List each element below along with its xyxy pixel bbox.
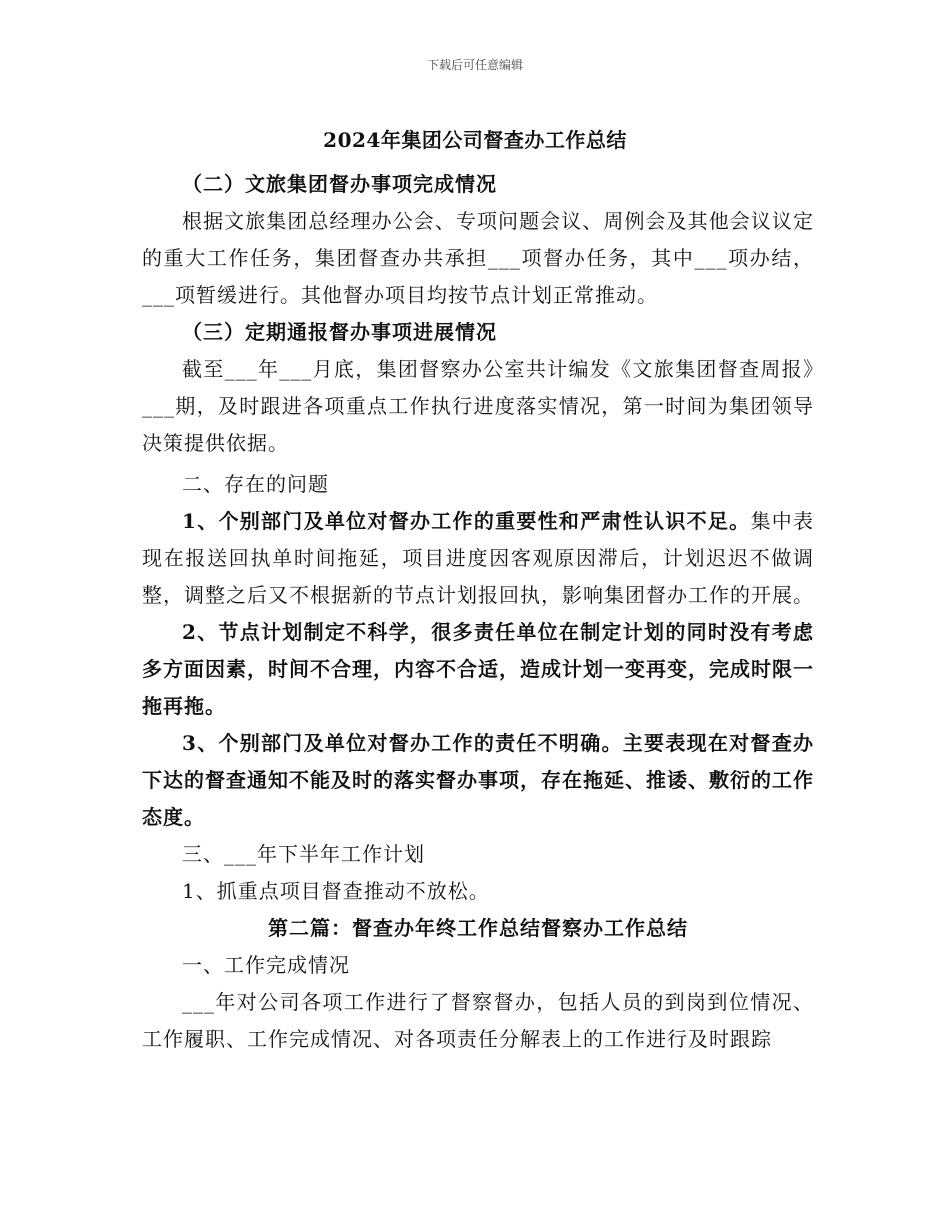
problem-3: 3、个别部门及单位对督办工作的责任不明确。主要表现在对督查办下达的督查通知不能及时的落实督办事项，存在拖延、推诿、敷衍的工作态度。 <box>142 731 814 829</box>
document-title: 2024年集团公司督查办工作总结 <box>323 128 627 152</box>
problem-1 <box>142 503 814 614</box>
plan-item-1: 1、抓重点项目督查推动不放松。 <box>182 879 490 903</box>
problem-1-lead: 1、个别部门及单位对督办工作的重要性和严肃性认识不足。 <box>182 509 751 533</box>
paragraph-3: 截至___年___月底，集团督察办公室共计编发《文旅集团督查周报》___期，及时跟进各项重点工作执行进度落实情况，第一时间为集团领导决策提供依据。 <box>142 357 814 455</box>
plan-heading: 三、___年下半年工作计划 <box>182 842 425 866</box>
section-heading-2: （二）文旅集团督办事项完成情况 <box>182 172 497 196</box>
document-body <box>142 166 814 1058</box>
part-two-paragraph-1: ___年对公司各项工作进行了督察督办，包括人员的到岗到位情况、工作履职、工作完成情况、对各项责任分解表上的工作进行及时跟踪 <box>142 990 814 1051</box>
problems-heading: 二、存在的问题 <box>182 472 329 496</box>
paragraph-2: 根据文旅集团总经理办公会、专项问题会议、周例会及其他会议议定的重大工作任务，集团督查办共承担___项督办任务，其中___项办结，___项暂缓进行。其他督办项目均按节点计划正常推动。 <box>142 209 814 307</box>
problem-2: 2、节点计划制定不科学，很多责任单位在制定计划的同时没有考虑多方面因素，时间不合理，内容不合适，造成计划一变再变，完成时限一拖再拖。 <box>142 620 814 718</box>
section-heading-3: （三）定期通报督办事项进展情况 <box>182 320 497 344</box>
problem-1-detail: 集中表现在报送回执单时间拖延，项目进度因客观原因滞后，计划迟迟不做调整，调整之后又不根据新的节点计划报回执，影响集团督办工作的开展。 <box>142 509 814 607</box>
header-note: 下载后可任意编辑 <box>426 58 523 72</box>
part-two-title: 第二篇：督查办年终工作总结督察办工作总结 <box>268 916 688 940</box>
part-two-section-heading-1: 一、工作完成情况 <box>182 953 350 977</box>
